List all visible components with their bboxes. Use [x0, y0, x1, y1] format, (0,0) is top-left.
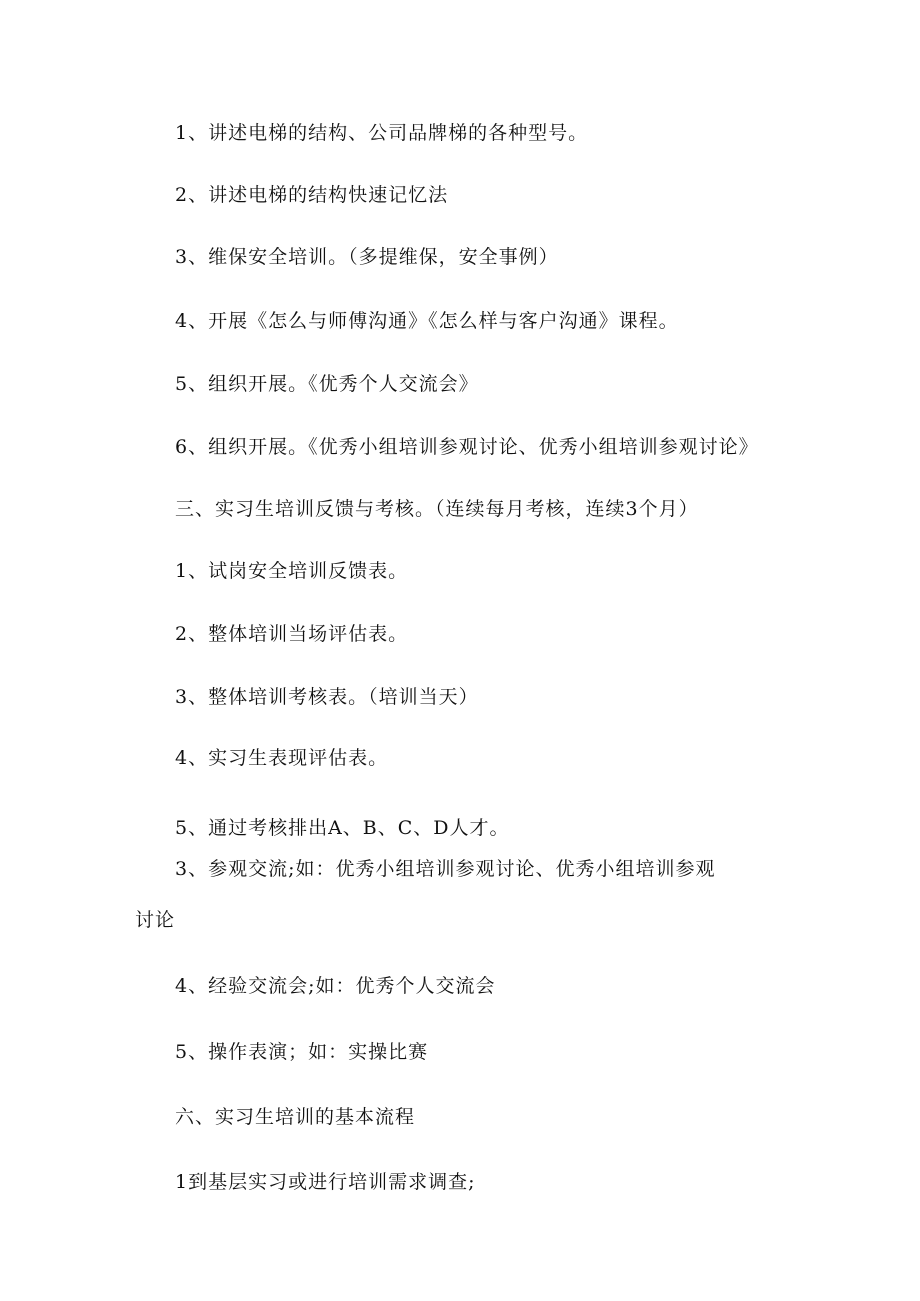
text-line: 5、通过考核排出A、B、C、D人才。 [175, 817, 510, 839]
text-line: 5、组织开展。《优秀个人交流会》 [175, 373, 479, 395]
text-line: 1到基层实习或进行培训需求调查; [175, 1171, 476, 1193]
text-line: 2、整体培训当场评估表。 [175, 623, 409, 645]
section-heading: 六、实习生培训的基本流程 [175, 1106, 416, 1128]
text-line: 3、维保安全培训。（多提维保，安全事例） [175, 246, 559, 268]
text-line: 2、讲述电梯的结构快速记忆法 [175, 184, 449, 206]
text-line: 5、操作表演；如：实操比赛 [175, 1041, 429, 1063]
text-line: 4、经验交流会;如：优秀个人交流会 [175, 975, 496, 997]
text-line: 1、讲述电梯的结构、公司品牌梯的各种型号。 [175, 122, 589, 144]
section-heading: 三、实习生培训反馈与考核。（连续每月考核，连续3个月） [175, 498, 699, 520]
text-line: 3、参观交流;如：优秀小组培训参观讨论、优秀小组培训参观 [175, 858, 716, 880]
text-line: 3、整体培训考核表。（培训当天） [175, 686, 479, 708]
text-line: 讨论 [135, 909, 176, 931]
text-line: 4、开展《怎么与师傅沟通》《怎么样与客户沟通》课程。 [175, 310, 679, 332]
text-line: 6、组织开展。《优秀小组培训参观讨论、优秀小组培训参观讨论》 [175, 436, 759, 458]
text-line: 1、试岗安全培训反馈表。 [175, 560, 409, 582]
text-line: 4、实习生表现评估表。 [175, 747, 389, 769]
